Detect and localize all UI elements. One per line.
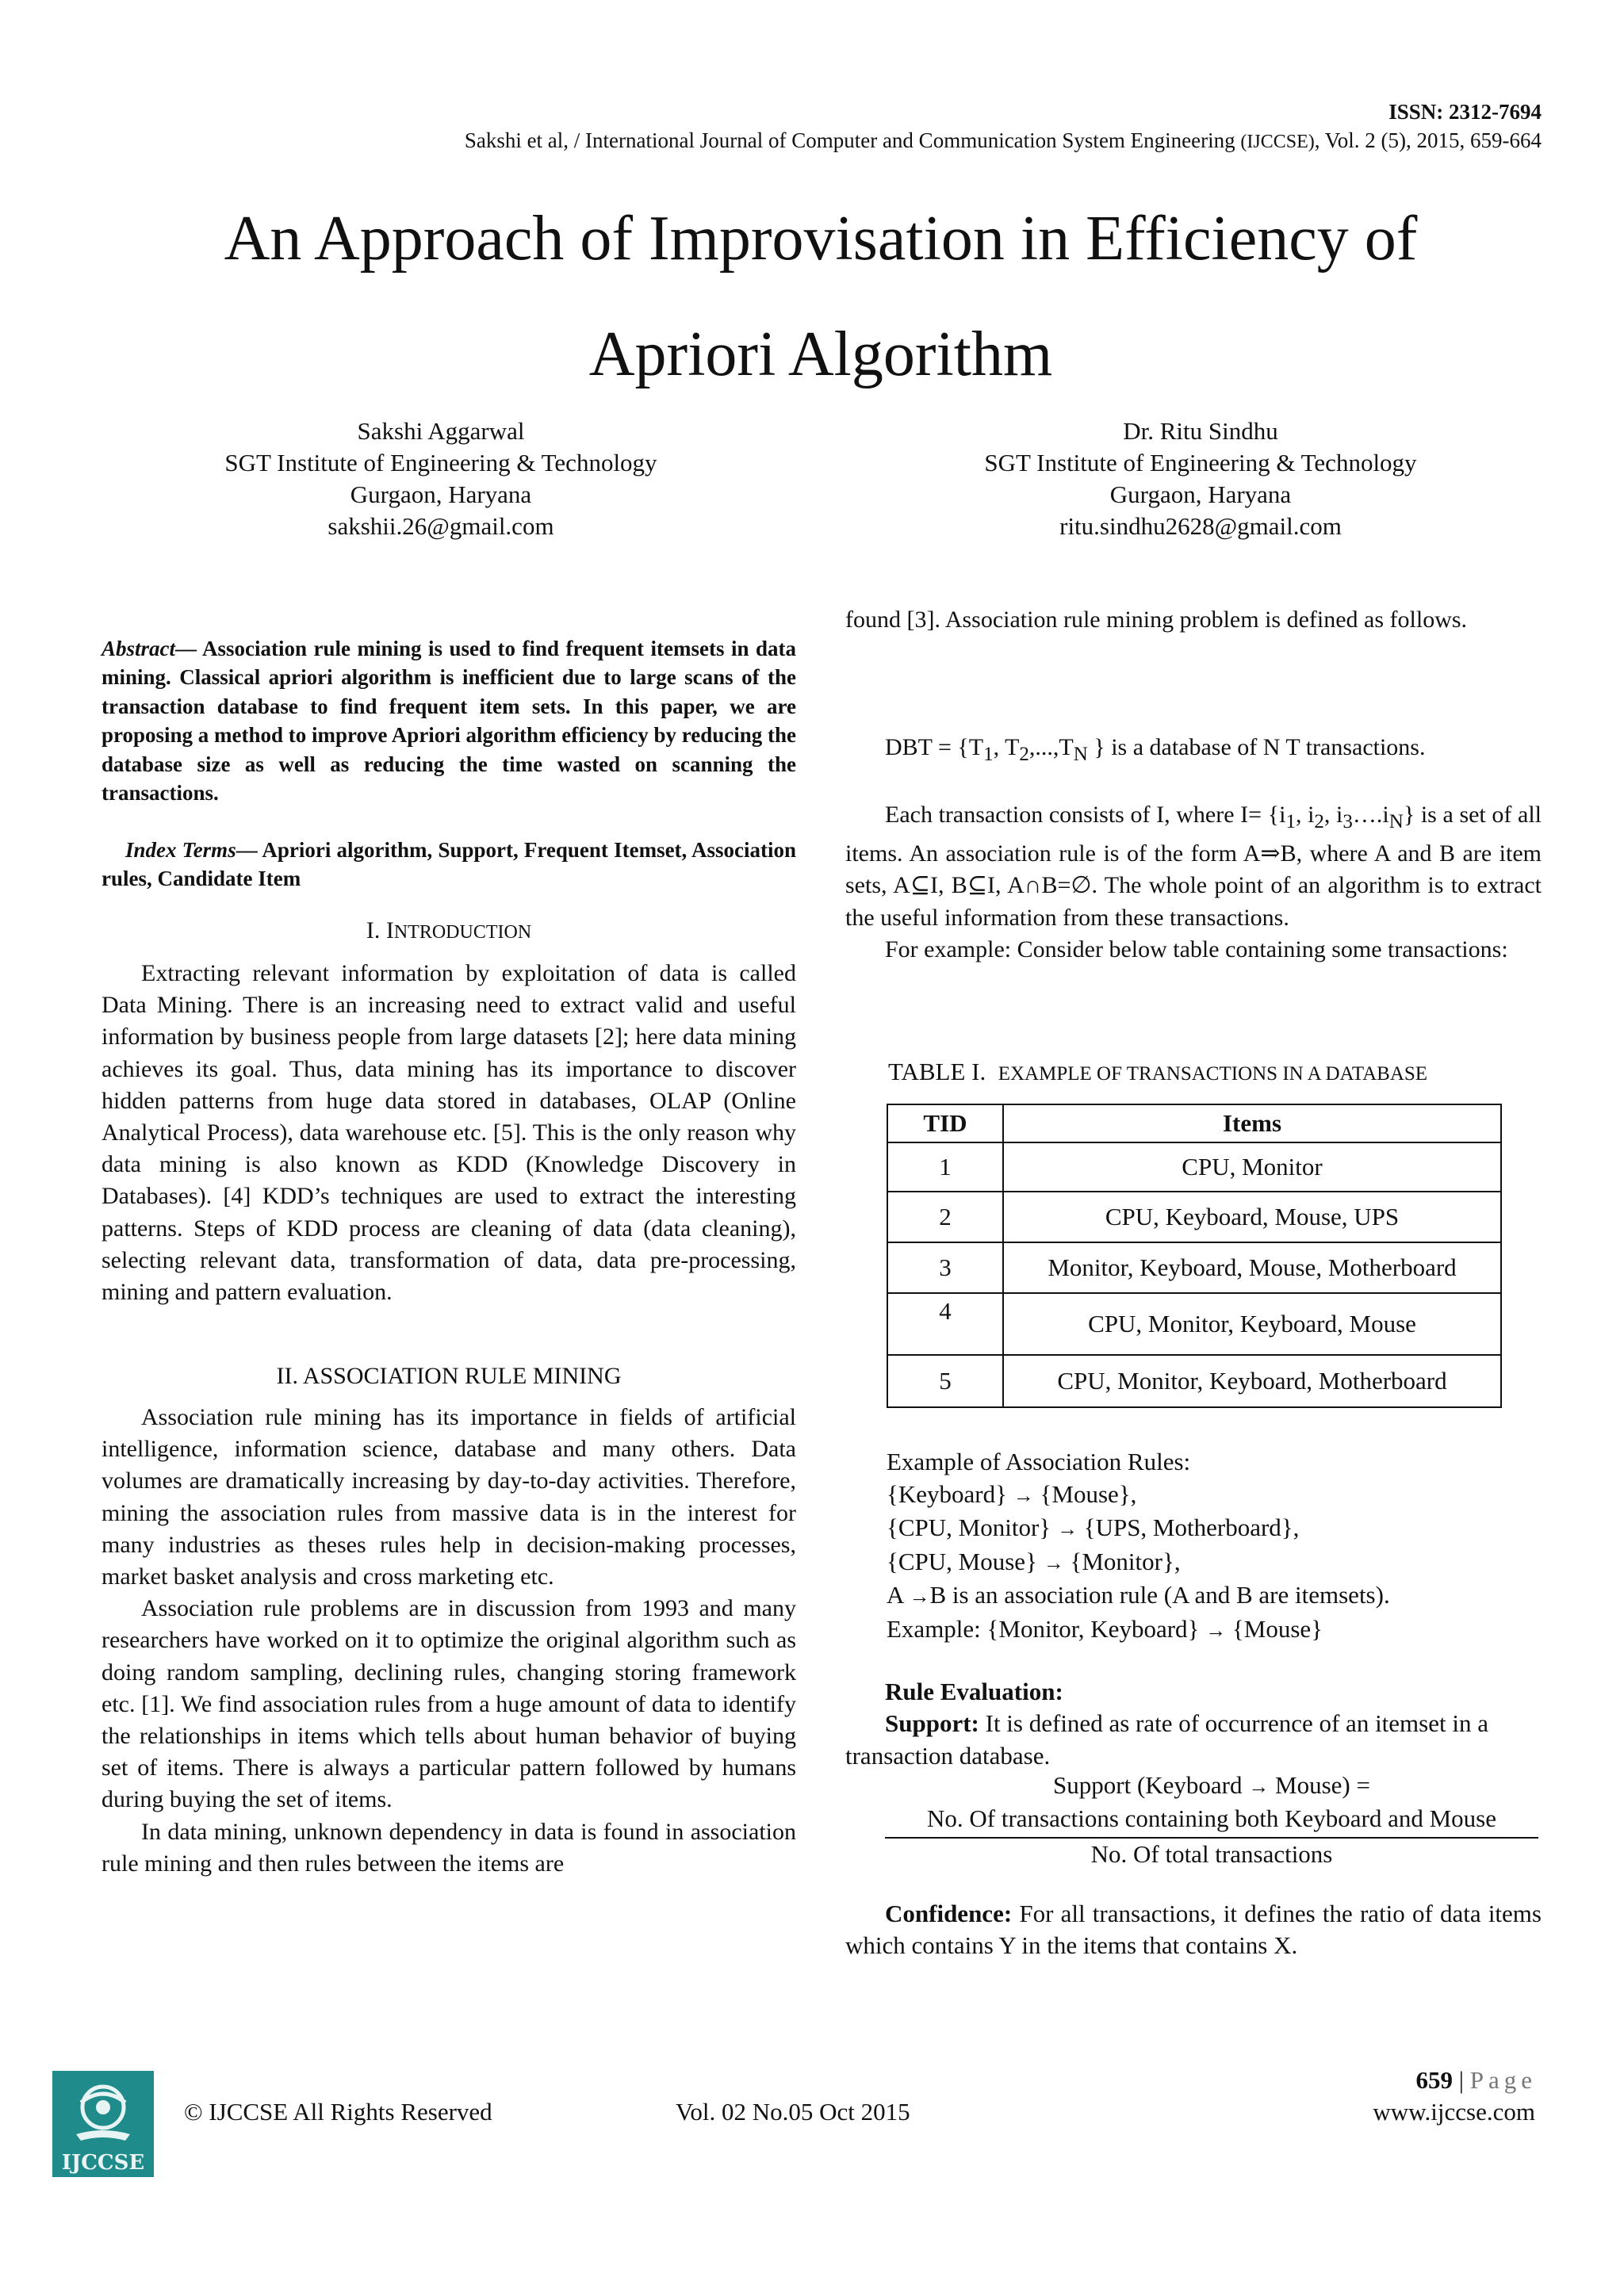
text: ,...,T — [1028, 734, 1074, 760]
rule-line — [887, 1546, 1390, 1580]
text: ….i — [1352, 802, 1389, 828]
logo-text: IJCCSE — [61, 2151, 145, 2175]
text: } is a set of all items. An association rule is of the form A⇒B, where A and B are item sets, A⊆I, B⊆I, A∩B=∅. The whole point of an algorithm is to extract the useful information from these transactions. — [845, 802, 1542, 931]
formula-numerator: No. Of transactions containing both Keyboard and Mouse — [885, 1803, 1538, 1838]
rule-line — [887, 1512, 1390, 1546]
citation-main: Sakshi et al, / International Journal of Computer and Communication System Engineering — [464, 128, 1235, 152]
rules-heading: Example of Association Rules: — [887, 1448, 1191, 1475]
support-formula — [885, 1770, 1538, 1870]
journal-citation — [465, 128, 1542, 153]
author-name: Dr. Ritu Sindhu — [1123, 417, 1278, 445]
paragraph: For example: Consider below table containing some transactions: — [885, 936, 1508, 962]
page-word: Page — [1469, 2066, 1537, 2094]
cell-items: CPU, Keyboard, Mouse, UPS — [1003, 1192, 1501, 1242]
journal-url[interactable]: www.ijccse.com — [1373, 2098, 1535, 2126]
dbt-definition — [885, 734, 1425, 766]
support-label: Support: — [885, 1709, 979, 1738]
ijccse-logo — [52, 2071, 154, 2177]
table-number: TABLE I. — [888, 1058, 986, 1085]
arrow-icon: → — [1013, 1483, 1034, 1507]
cell-tid: 2 — [887, 1192, 1003, 1242]
citation-abbr: (IJCCSE) — [1240, 132, 1315, 152]
index-terms-text: Apriori algorithm, Support, Frequent Itemset, Association rules, Candidate Item — [102, 838, 796, 891]
author-name: Sakshi Aggarwal — [357, 417, 525, 445]
issn: ISSN: 2312-7694 — [1388, 100, 1542, 124]
cell-tid: 4 — [887, 1293, 1003, 1355]
cell-items: CPU, Monitor, Keyboard, Mouse — [1003, 1293, 1501, 1355]
author-block-1 — [116, 415, 766, 542]
author-email[interactable]: ritu.sindhu2628@gmail.com — [1059, 512, 1342, 540]
rule-line — [887, 1579, 1390, 1613]
text: } is a database of N T transactions. — [1087, 734, 1426, 760]
subscript: N — [1073, 744, 1088, 765]
abstract-dash: — — [175, 637, 203, 660]
arrow-icon: → — [1205, 1618, 1227, 1642]
text: {Mouse}, — [1033, 1479, 1137, 1508]
paragraph: Association rule mining has its importance in fields of artificial intelligence, information science, database and many others. Data volumes are dramatically increasing by day-to-day activities. Therefore, mining the association rules from massive data is in the interest for many industries as theses rules help in decision-making processes, market basket analysis and cross marketing etc. — [102, 1404, 796, 1590]
confidence-text: For all transactions, it defines the ratio of data items which contains Y in the items that contains X. — [845, 1900, 1542, 1960]
association-rule-mining-text — [102, 1402, 796, 1880]
abstract-label: Abstract — [102, 637, 176, 660]
text: , i — [1323, 802, 1343, 828]
cell-items: CPU, Monitor, Keyboard, Motherboard — [1003, 1355, 1501, 1407]
text: Example: {Monitor, Keyboard} — [887, 1614, 1206, 1643]
rule-line — [887, 1613, 1390, 1647]
subscript: 3 — [1342, 811, 1353, 832]
cell-items: CPU, Monitor — [1003, 1142, 1501, 1192]
formula-denominator: No. Of total transactions — [1090, 1839, 1333, 1868]
issue-volume: Vol. 02 No.05 Oct 2015 — [676, 2098, 910, 2126]
arrow-icon: → — [1043, 1551, 1064, 1575]
title-line-1: An Approach of Improvisation in Efficiency of — [224, 204, 1418, 274]
subscript: 1 — [983, 744, 994, 765]
right-column-text — [845, 799, 1542, 966]
header-tid: TID — [887, 1104, 1003, 1142]
text: {Mouse} — [1226, 1614, 1323, 1643]
text: , i — [1295, 802, 1315, 828]
support-definition — [845, 1708, 1542, 1772]
text: {Keyboard} — [887, 1479, 1013, 1508]
abstract-text: Association rule mining is used to find frequent itemsets in data mining. Classical apriori algorithm is inefficient due to large scans of the transaction database to find frequent item sets. In this paper, we are proposing a method to improve Apriori algorithm efficiency by reducing the database size as well as reducing the time wasted on scanning the transactions. — [102, 637, 797, 806]
author-location: Gurgaon, Haryana — [350, 480, 532, 508]
author-block-2 — [875, 415, 1526, 542]
text: {CPU, Monitor} — [887, 1513, 1057, 1542]
evaluation-heading-text: Rule Evaluation: — [885, 1678, 1063, 1705]
text: {UPS, Motherboard}, — [1077, 1513, 1300, 1542]
paragraph: Association rule problems are in discussion from 1993 and many researchers have worked on it to optimize the original algorithm such as doing random sampling, declining rules, changing storing framework etc. [1]. We find association rules from a huge amount of data to identify the relationships in items which tells about human behavior of buying set of items. There is always a particular pattern followed by humans during buying the set of items. — [102, 1595, 796, 1813]
arrow-icon: → — [1056, 1517, 1078, 1541]
transactions-table — [887, 1104, 1502, 1408]
cell-tid: 3 — [887, 1242, 1003, 1293]
table-row — [887, 1293, 1501, 1355]
citation-tail: , Vol. 2 (5), 2015, 659-664 — [1314, 128, 1542, 152]
subscript: 2 — [1314, 811, 1324, 832]
paragraph: Extracting relevant information by exploitation of data is called Data Mining. There is an increasing need to extract valid and useful information by business people from large datasets [2]; here data mining achieves its goal. Thus, data mining has its importance to discover hidden patterns from huge data stored in databases, OLAP (Online Analytical Process), data warehouse etc. [5]. This is the only reason why data mining is also known as KDD (Knowledge Discovery in Databases). [4] KDD’s techniques are used to extract the interesting patterns. Steps of KDD process are cleaning of data (data cleaning), selecting relevant data, transformation of data, data pre-processing, mining and pattern evaluation. — [102, 960, 796, 1306]
table-row — [887, 1192, 1501, 1242]
section-heading-association-rule-mining: II. ASSOCIATION RULE MINING — [276, 1363, 622, 1389]
section-number: I. I — [366, 917, 394, 943]
rule-line — [887, 1479, 1390, 1513]
text: DBT = {T — [885, 734, 984, 760]
subscript: 1 — [1285, 811, 1296, 832]
author-affiliation: SGT Institute of Engineering & Technology — [224, 449, 657, 476]
table-caption-text: EXAMPLE OF TRANSACTIONS IN A DATABASE — [998, 1063, 1428, 1085]
support-text: It is defined as rate of occurrence of an itemset in a transaction database. — [845, 1709, 1488, 1770]
index-terms-label: Index Terms — [125, 838, 236, 862]
page-separator: | — [1453, 2066, 1470, 2094]
text: B is an association rule (A and B are itemsets). — [929, 1581, 1390, 1609]
rule-evaluation — [845, 1676, 1542, 1772]
text: Mouse) = — [1269, 1771, 1370, 1799]
cell-tid: 1 — [887, 1142, 1003, 1192]
section-heading-introduction — [102, 915, 796, 948]
arrow-icon: → — [1248, 1775, 1270, 1798]
table-row — [887, 1142, 1501, 1192]
table-row — [887, 1242, 1501, 1293]
association-rules-examples — [887, 1446, 1390, 1647]
title-line-2: Apriori Algorithm — [588, 320, 1053, 389]
evaluation-heading — [845, 1676, 1542, 1708]
confidence-label: Confidence: — [885, 1900, 1013, 1927]
text: , T — [993, 734, 1020, 760]
text: Each transaction consists of I, where I= {i — [885, 802, 1286, 828]
cell-items: Monitor, Keyboard, Mouse, Motherboard — [1003, 1242, 1501, 1293]
text: {CPU, Mouse} — [887, 1547, 1044, 1575]
paragraph: found [3]. Association rule mining problem is defined as follows. — [845, 607, 1468, 633]
subscript: 2 — [1019, 744, 1029, 765]
text: A — [887, 1581, 910, 1609]
paragraph: In data mining, unknown dependency in data is found in association rule mining and then rules between the items are — [102, 1818, 796, 1877]
confidence-definition — [845, 1898, 1542, 1962]
author-email[interactable]: sakshii.26@gmail.com — [327, 512, 554, 540]
text: {Monitor}, — [1063, 1547, 1181, 1575]
header-items: Items — [1003, 1104, 1501, 1142]
author-affiliation: SGT Institute of Engineering & Technology — [984, 449, 1417, 476]
section-title: NTRODUCTION — [393, 922, 532, 943]
index-terms — [102, 836, 796, 894]
subscript: N — [1388, 811, 1404, 832]
table-row — [887, 1355, 1501, 1407]
page-number — [1416, 2066, 1537, 2095]
formula-lhs — [885, 1770, 1538, 1803]
paper-title — [95, 181, 1546, 412]
copyright: © IJCCSE All Rights Reserved — [184, 2098, 492, 2126]
page-number-value: 659 — [1415, 2066, 1454, 2094]
paragraph — [845, 799, 1542, 934]
logo-icon — [52, 2071, 154, 2177]
arrow-icon: → — [909, 1585, 930, 1609]
index-terms-dash: — — [236, 838, 262, 862]
cell-tid: 5 — [887, 1355, 1003, 1407]
introduction-text — [102, 958, 796, 1308]
author-location: Gurgaon, Haryana — [1109, 480, 1292, 508]
table-caption — [888, 1058, 1427, 1086]
abstract — [102, 634, 796, 807]
text: Support (Keyboard — [1053, 1771, 1249, 1799]
table-header-row — [887, 1104, 1501, 1142]
